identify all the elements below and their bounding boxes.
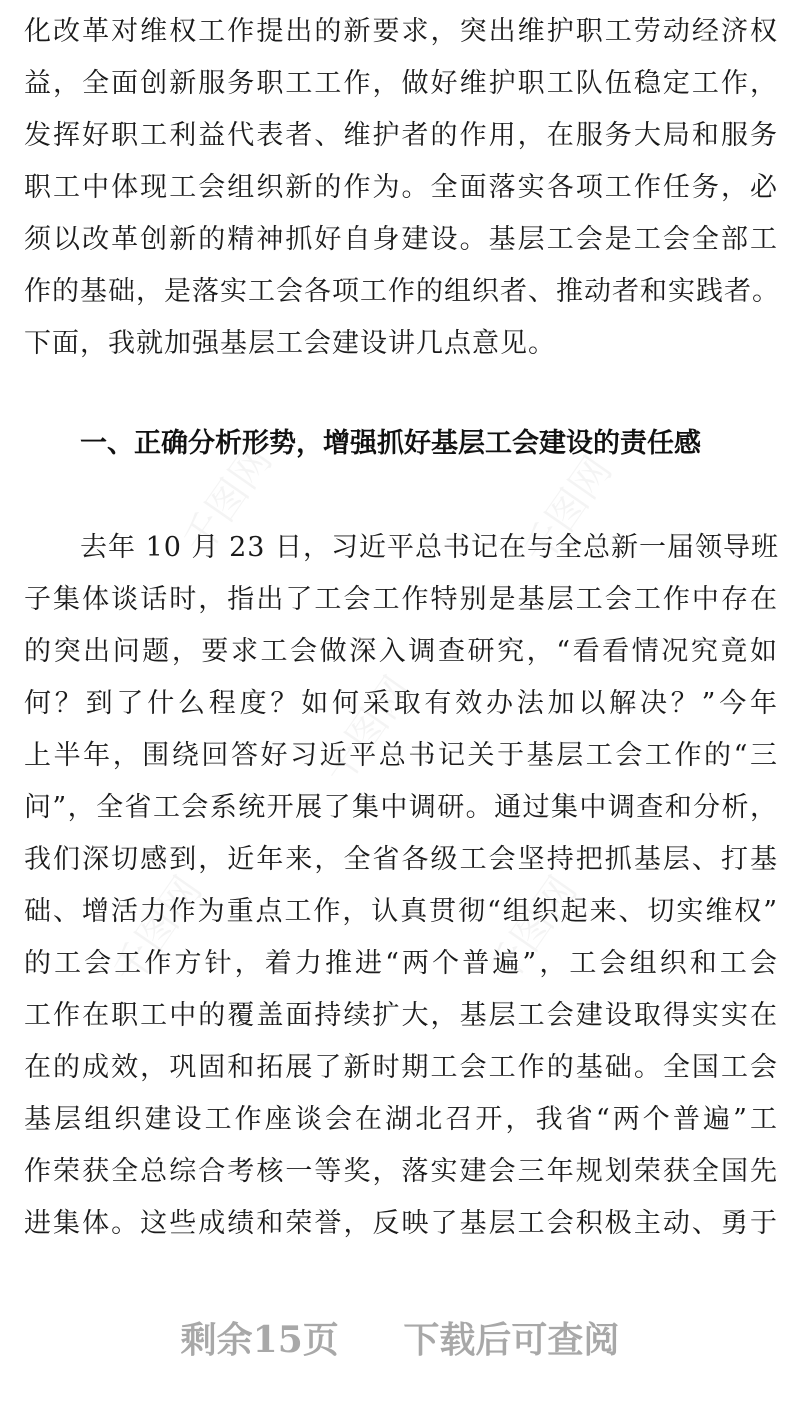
- text-line: 进集体。这些成绩和荣誉，反映了基层工会积极主动、勇于: [24, 1208, 778, 1239]
- text-line: 下面，我就加强基层工会建设讲几点意见。: [24, 328, 556, 359]
- text-line: 上半年，围绕回答好习近平总书记关于基层工会工作的“三: [24, 740, 778, 771]
- text-line: 在的成效，巩固和拓展了新时期工会工作的基础。全国工会: [24, 1052, 778, 1083]
- text-line: 须以改革创新的精神抓好自身建设。基层工会是工会全部工: [24, 224, 778, 255]
- text-line: 职工中体现工会组织新的作为。全面落实各项工作任务，必: [24, 172, 778, 203]
- text-line: 基层组织建设工作座谈会在湖北召开，我省“两个普遍”工: [24, 1104, 778, 1135]
- section-heading: 一、正确分析形势，增强抓好基层工会建设的责任感: [80, 428, 701, 459]
- paragraph-intro: [24, 6, 778, 370]
- remaining-pages-label[interactable]: 剩余15页: [180, 1319, 339, 1361]
- text-line: 我们深切感到，近年来，全省各级工会坚持把抓基层、打基: [24, 844, 778, 875]
- text-line: 何？到了什么程度？如何采取有效办法加以解决？”今年: [24, 688, 778, 719]
- text-line: 工作在职工中的覆盖面持续扩大，基层工会建设取得实实在: [24, 1000, 778, 1031]
- text-line: 础、增活力作为重点工作，认真贯彻“组织起来、切实维权”: [24, 896, 778, 927]
- text-line: 的工会工作方针，着力推进“两个普遍”，工会组织和工会: [24, 948, 778, 979]
- text-line: 发挥好职工利益代表者、维护者的作用，在服务大局和服务: [24, 120, 778, 151]
- text-line: 作的基础，是落实工会各项工作的组织者、推动者和实践者。: [24, 276, 780, 307]
- text-line: 益，全面创新服务职工工作，做好维护职工队伍稳定工作，: [24, 68, 778, 99]
- text-line: 问”，全省工会系统开展了集中调研。通过集中调查和分析，: [24, 792, 778, 823]
- text-line: 去年 10 月 23 日，习近平总书记在与全总新一届领导班: [24, 532, 780, 563]
- download-to-view-label[interactable]: 下载后可查阅: [403, 1319, 620, 1361]
- text-line: 子集体谈话时，指出了工会工作特别是基层工会工作中存在: [24, 584, 778, 615]
- paragraph-section-1: [24, 522, 778, 1250]
- text-line: 作荣获全总综合考核一等奖，落实建会三年规划荣获全国先: [24, 1156, 778, 1187]
- download-prompt-banner[interactable]: [0, 1308, 800, 1372]
- text-line: 的突出问题，要求工会做深入调查研究，“看看情况究竟如: [24, 636, 778, 667]
- text-line: 化改革对维权工作提出的新要求，突出维护职工劳动经济权: [24, 16, 778, 47]
